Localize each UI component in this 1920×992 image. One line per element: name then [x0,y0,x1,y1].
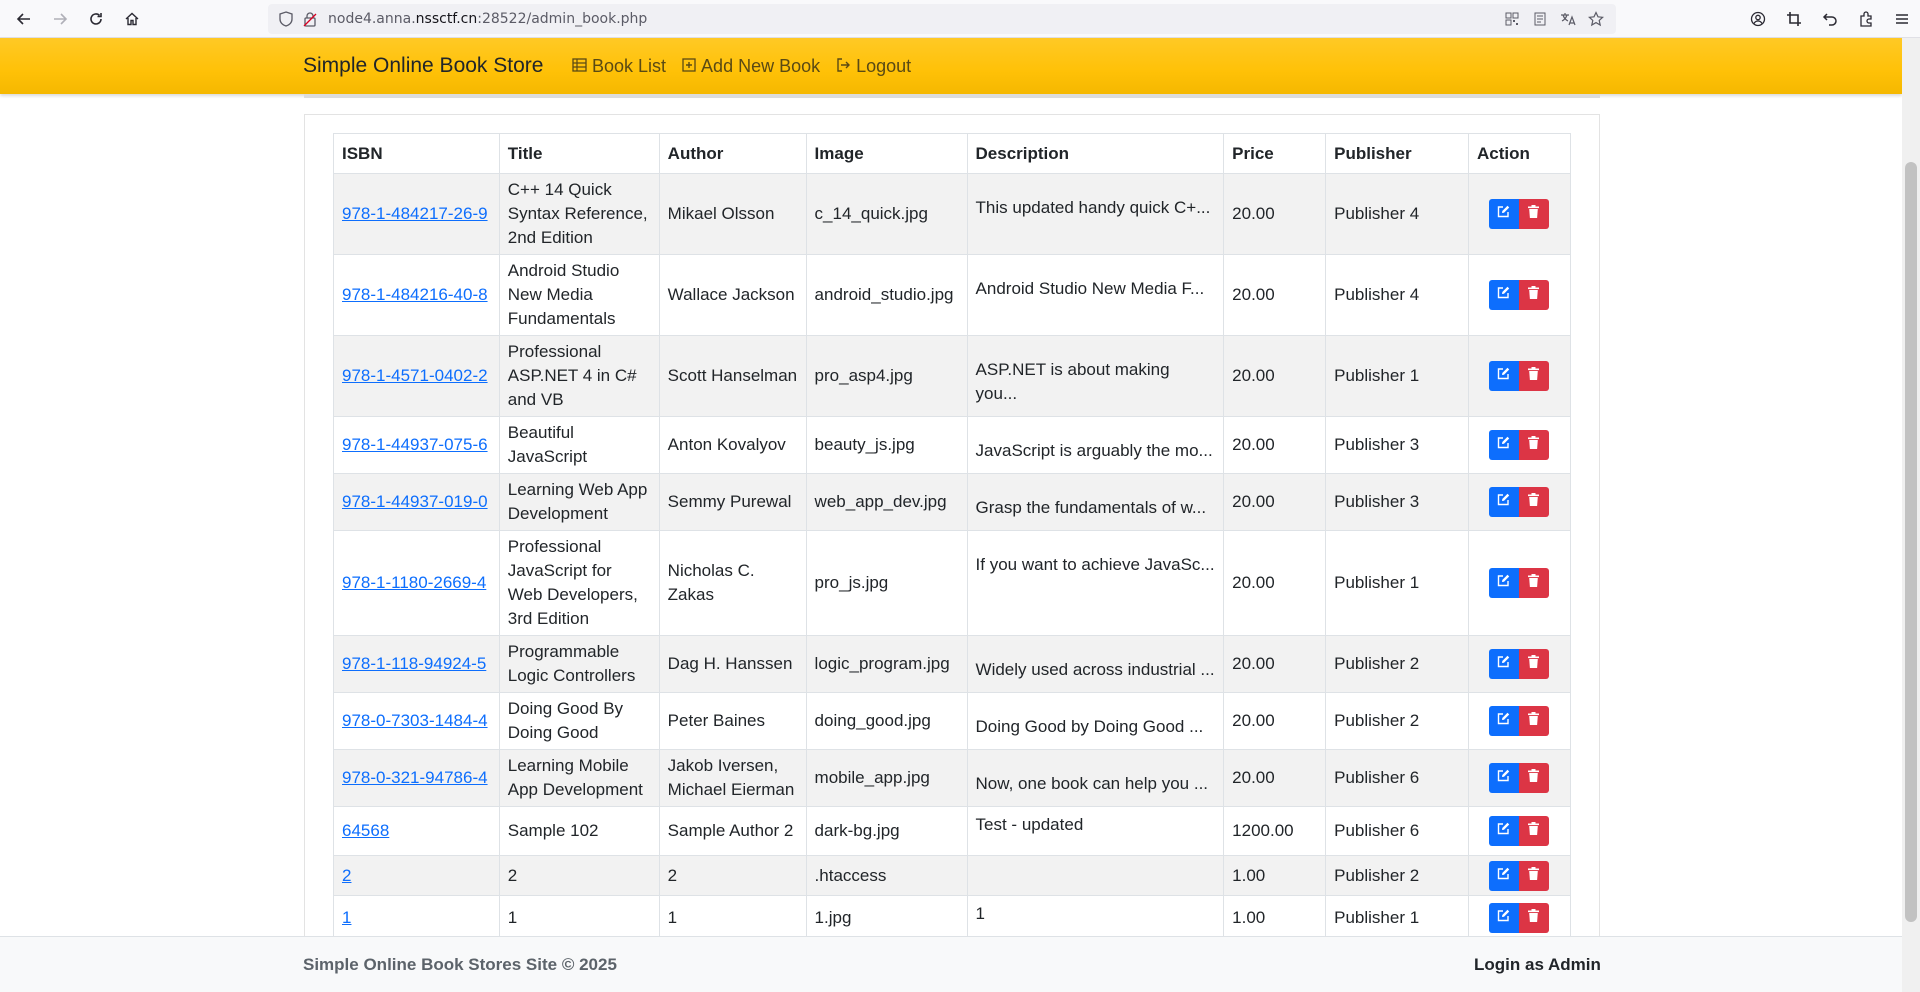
cell-description: Test - updated [967,807,1224,856]
edit-button[interactable] [1489,280,1519,310]
cell-isbn [334,807,500,856]
edit-button[interactable] [1489,903,1519,933]
isbn-link[interactable]: 978-1-484216-40-8 [342,285,488,304]
cell-action [1468,174,1570,255]
cell-action [1468,531,1570,636]
cell-price: 20.00 [1224,750,1326,807]
cell-title: Professional ASP.NET 4 in C# and VB [499,336,659,417]
cell-title: Programmable Logic Controllers [499,636,659,693]
nav-links [572,56,911,77]
header-image: Image [806,134,967,174]
cell-image: c_14_quick.jpg [806,174,967,255]
cell-image: 1.jpg [806,896,967,941]
action-group [1489,361,1562,391]
delete-button[interactable] [1519,361,1549,391]
table-row [334,750,1571,807]
header-author: Author [659,134,806,174]
brand-title[interactable]: Simple Online Book Store [303,54,544,77]
isbn-link[interactable]: 978-1-44937-019-0 [342,492,488,511]
edit-button[interactable] [1489,430,1519,460]
cell-author: Scott Hanselman [659,336,806,417]
trash-icon [1528,766,1539,790]
isbn-link[interactable]: 978-0-321-94786-4 [342,768,488,787]
cell-isbn [334,636,500,693]
header-publisher: Publisher [1326,134,1469,174]
header-title: Title [499,134,659,174]
url-prefix: node4.anna. [328,11,416,27]
translate-icon[interactable] [1554,7,1582,31]
url-suffix: :28522/admin_book.php [477,11,648,27]
action-group [1489,861,1562,891]
cell-description: This updated handy quick C+... [967,174,1224,255]
delete-button[interactable] [1519,816,1549,846]
cell-isbn [334,417,500,474]
undo-icon[interactable] [1812,1,1848,37]
cell-title: Professional JavaScript for Web Developers, 3rd Edition [499,531,659,636]
edit-button[interactable] [1489,199,1519,229]
cell-price: 20.00 [1224,693,1326,750]
table-icon [572,58,587,76]
site-navbar [0,38,1902,94]
cell-price: 20.00 [1224,417,1326,474]
cell-image: .htaccess [806,856,967,896]
scrollbar-thumb[interactable] [1905,162,1917,922]
nav-add-new-book[interactable] [682,56,820,77]
cell-author: Semmy Purewal [659,474,806,531]
cell-title: 2 [499,856,659,896]
action-group [1489,706,1562,736]
back-arrow-icon[interactable] [6,1,42,37]
edit-icon [1497,433,1510,457]
edit-icon [1497,906,1510,930]
isbn-link[interactable]: 1 [342,908,352,927]
trash-icon [1528,571,1539,595]
delete-button[interactable] [1519,903,1549,933]
table-row [334,417,1571,474]
isbn-link[interactable]: 978-1-4571-0402-2 [342,366,488,385]
edit-button[interactable] [1489,763,1519,793]
cell-action [1468,255,1570,336]
cell-price: 20.00 [1224,531,1326,636]
cell-price: 1.00 [1224,856,1326,896]
cell-author: 2 [659,856,806,896]
cell-description: 1 [967,896,1224,941]
cell-image: pro_js.jpg [806,531,967,636]
qr-code-icon[interactable] [1498,7,1526,31]
cell-description: Android Studio New Media F... [967,255,1224,336]
delete-button[interactable] [1519,568,1549,598]
cell-image: doing_good.jpg [806,693,967,750]
edit-icon [1497,571,1510,595]
edit-icon [1497,819,1510,843]
trash-icon [1528,433,1539,457]
table-row [334,531,1571,636]
cell-publisher: Publisher 2 [1326,636,1469,693]
cell-isbn [334,531,500,636]
table-row [334,896,1571,941]
cell-author: Jakob Iversen, Michael Eierman [659,750,806,807]
nav-logout[interactable] [836,56,911,77]
cell-title: Learning Web App Development [499,474,659,531]
cell-image: web_app_dev.jpg [806,474,967,531]
cell-isbn [334,750,500,807]
cell-author: Peter Baines [659,693,806,750]
delete-button[interactable] [1519,430,1549,460]
cell-price: 1200.00 [1224,807,1326,856]
nav-book-list-label: Book List [592,56,667,76]
cell-action [1468,636,1570,693]
cell-isbn [334,693,500,750]
isbn-link[interactable]: 978-1-44937-075-6 [342,435,488,454]
edit-button[interactable] [1489,649,1519,679]
trash-icon [1528,652,1539,676]
isbn-link[interactable]: 978-1-118-94924-5 [342,654,487,673]
cell-isbn [334,474,500,531]
edit-button[interactable] [1489,487,1519,517]
action-group [1489,649,1562,679]
table-row [334,174,1571,255]
trash-icon [1528,364,1539,388]
cell-publisher: Publisher 2 [1326,856,1469,896]
table-row [334,807,1571,856]
edit-button[interactable] [1489,816,1519,846]
sign-out-icon [836,58,851,76]
header-price: Price [1224,134,1326,174]
delete-button[interactable] [1519,861,1549,891]
forward-arrow-icon[interactable] [42,1,78,37]
shield-icon[interactable] [274,7,298,31]
edit-icon [1497,283,1510,307]
cell-description: Now, one book can help you ... [967,750,1224,807]
cell-description: Doing Good by Doing Good ... [967,693,1224,750]
action-group [1489,199,1562,229]
cell-image: beauty_js.jpg [806,417,967,474]
cell-isbn [334,174,500,255]
cell-action [1468,807,1570,856]
cell-price: 20.00 [1224,174,1326,255]
cell-description: If you want to achieve JavaSc... [967,531,1224,636]
edit-button[interactable] [1489,861,1519,891]
trash-icon [1528,819,1539,843]
cell-author: Anton Kovalyov [659,417,806,474]
cell-author: Mikael Olsson [659,174,806,255]
reload-icon[interactable] [78,1,114,37]
cell-image: android_studio.jpg [806,255,967,336]
cell-title: Android Studio New Media Fundamentals [499,255,659,336]
url-domain: nssctf.cn [415,11,478,27]
action-group [1489,816,1562,846]
action-group [1489,487,1562,517]
action-group [1489,280,1562,310]
browser-toolbar [0,0,1920,38]
isbn-link[interactable]: 978-0-7303-1484-4 [342,711,488,730]
login-as-admin-link[interactable]: Login as Admin [1474,955,1601,974]
cell-isbn [334,336,500,417]
cell-isbn [334,856,500,896]
book-table [333,133,1571,941]
header-description: Description [967,134,1224,174]
trash-icon [1528,283,1539,307]
edit-button[interactable] [1489,568,1519,598]
cell-author: Sample Author 2 [659,807,806,856]
cell-publisher: Publisher 1 [1326,531,1469,636]
cell-image: dark-bg.jpg [806,807,967,856]
isbn-link[interactable]: 64568 [342,821,390,840]
action-group [1489,903,1562,933]
cell-title: C++ 14 Quick Syntax Reference, 2nd Edition [499,174,659,255]
page-footer [0,936,1902,992]
edit-button[interactable] [1489,361,1519,391]
url-text[interactable] [328,11,647,27]
delete-button[interactable] [1519,487,1549,517]
reader-view-icon[interactable] [1526,7,1554,31]
edit-icon [1497,364,1510,388]
cell-description: ASP.NET is about making you... [967,336,1224,417]
table-row [334,856,1571,896]
trash-icon [1528,709,1539,733]
cell-description: Widely used across industrial ... [967,636,1224,693]
page-scrollbar[interactable] [1902,38,1920,992]
cell-action [1468,417,1570,474]
cell-title: Doing Good By Doing Good [499,693,659,750]
delete-button[interactable] [1519,763,1549,793]
table-row [334,336,1571,417]
edit-icon [1497,864,1510,888]
footer-copyright: Simple Online Book Stores Site © 2025 [303,955,617,974]
cell-author: Wallace Jackson [659,255,806,336]
cell-isbn [334,255,500,336]
cell-publisher: Publisher 2 [1326,693,1469,750]
plus-square-icon [682,58,696,76]
cell-title: Beautiful JavaScript [499,417,659,474]
cell-action [1468,856,1570,896]
cell-title: 1 [499,896,659,941]
header-isbn: ISBN [334,134,500,174]
nav-add-new-book-label: Add New Book [701,56,821,76]
cell-price: 20.00 [1224,474,1326,531]
cell-publisher: Publisher 6 [1326,807,1469,856]
cell-image: logic_program.jpg [806,636,967,693]
cell-isbn [334,896,500,941]
account-icon[interactable] [1740,1,1776,37]
cell-action [1468,750,1570,807]
table-row [334,693,1571,750]
edit-icon [1497,490,1510,514]
cell-publisher: Publisher 3 [1326,474,1469,531]
cell-publisher: Publisher 4 [1326,174,1469,255]
nav-logout-label: Logout [856,56,912,76]
cell-price: 1.00 [1224,896,1326,941]
trash-icon [1528,202,1539,226]
trash-icon [1528,490,1539,514]
delete-button[interactable] [1519,199,1549,229]
table-row [334,255,1571,336]
cell-description: JavaScript is arguably the mo... [967,417,1224,474]
edit-icon [1497,766,1510,790]
table-row [334,636,1571,693]
cell-author: Nicholas C. Zakas [659,531,806,636]
action-group [1489,568,1562,598]
cell-title: Learning Mobile App Development [499,750,659,807]
cell-image: pro_asp4.jpg [806,336,967,417]
edit-button[interactable] [1489,706,1519,736]
menu-icon[interactable] [1884,1,1920,37]
content-divider [304,94,1600,98]
cell-action [1468,336,1570,417]
table-header-row [334,134,1571,174]
cell-description [967,856,1224,896]
edit-icon [1497,202,1510,226]
delete-button[interactable] [1519,649,1549,679]
edit-icon [1497,709,1510,733]
home-icon[interactable] [114,1,150,37]
isbn-link[interactable]: 2 [342,865,352,885]
delete-button[interactable] [1519,706,1549,736]
url-bar[interactable] [268,4,1616,34]
trash-icon [1528,906,1539,930]
cell-description: Grasp the fundamentals of w... [967,474,1224,531]
cell-publisher: Publisher 3 [1326,417,1469,474]
cell-publisher: Publisher 4 [1326,255,1469,336]
cell-image: mobile_app.jpg [806,750,967,807]
header-action: Action [1468,134,1570,174]
cell-action [1468,474,1570,531]
nav-book-list[interactable] [572,56,666,77]
isbn-link[interactable]: 978-1-484217-26-9 [342,204,488,223]
isbn-link[interactable]: 978-1-1180-2669-4 [342,573,487,592]
cell-publisher: Publisher 1 [1326,896,1469,941]
cell-price: 20.00 [1224,336,1326,417]
cell-action [1468,693,1570,750]
cell-action [1468,896,1570,941]
trash-icon [1528,864,1539,888]
cell-price: 20.00 [1224,255,1326,336]
action-group [1489,430,1562,460]
table-row [334,474,1571,531]
action-group [1489,763,1562,793]
cell-publisher: Publisher 1 [1326,336,1469,417]
delete-button[interactable] [1519,280,1549,310]
cell-price: 20.00 [1224,636,1326,693]
cell-title: Sample 102 [499,807,659,856]
bookmark-star-icon[interactable] [1582,7,1610,31]
edit-icon [1497,652,1510,676]
extensions-icon[interactable] [1848,1,1884,37]
cell-author: Dag H. Hanssen [659,636,806,693]
lock-warning-icon[interactable] [298,7,322,31]
crop-icon[interactable] [1776,1,1812,37]
cell-author: 1 [659,896,806,941]
cell-publisher: Publisher 6 [1326,750,1469,807]
